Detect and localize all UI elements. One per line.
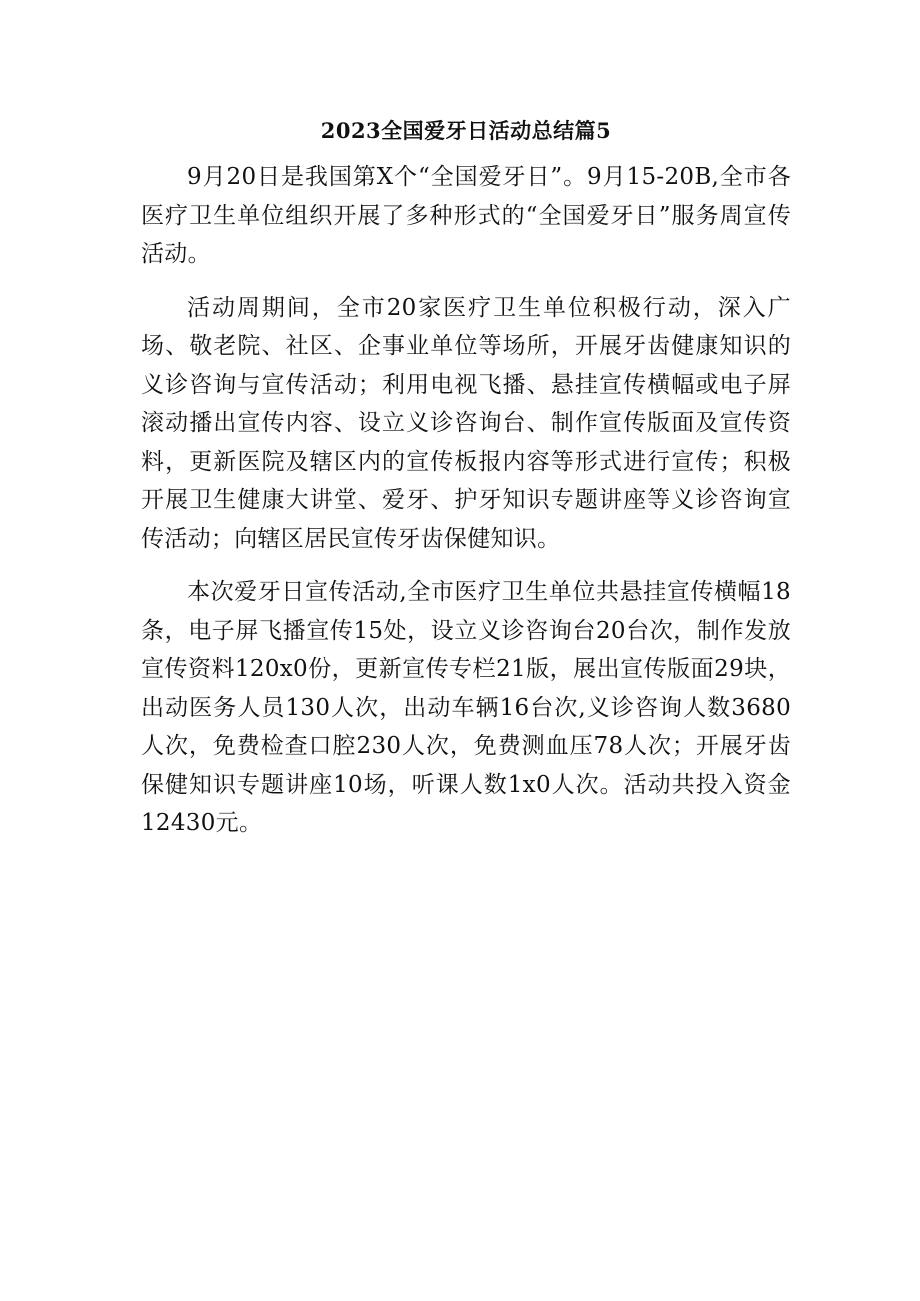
paragraph-activities: 活动周期间，全市20家医疗卫生单位积极行动，深入广场、敬老院、社区、企事业单位等场所，开展牙齿健康知识的义诊咨询与宣传活动；利用电视飞播、悬挂宣传横幅或电子屏滚动播出宣传内容、设立义诊咨询台、制作宣传版面及宣传资料，更新医院及辖区内的宣传板报内容等形式进行宣传；积极开展卫生健康大讲堂、爱牙、护牙知识专题讲座等义诊咨询宣传活动；向辖区居民宣传牙齿保健知识。: [141, 294, 791, 552]
paragraph-intro: 9月20日是我国第X个“全国爱牙日”。9月15-20B,全市各医疗卫生单位组织开展了多种形式的“全国爱牙日”服务周宣传活动。: [141, 164, 791, 267]
paragraph-statistics: 本次爱牙日宣传活动,全市医疗卫生单位共悬挂宣传横幅18条，电子屏飞播宣传15处，设立义诊咨询台20台次，制作发放宣传资料120x0份，更新宣传专栏21版，展出宣传版面29块，出动医务人员130人次，出动车辆16台次,义诊咨询人数3680人次，免费检查口腔230人次，免费测血压78人次；开展牙齿保健知识专题讲座10场，听课人数1x0人次。活动共投入资金12430元。: [141, 579, 791, 836]
document-page: [141, 118, 791, 858]
document-title: 2023全国爱牙日活动总结篇5: [320, 118, 612, 143]
